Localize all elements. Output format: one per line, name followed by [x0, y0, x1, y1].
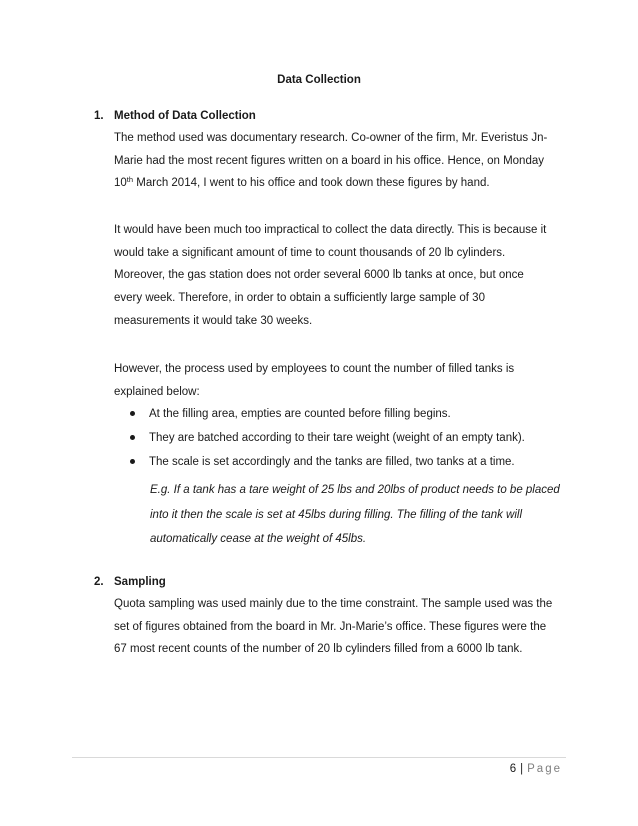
- bullet-icon: [130, 435, 135, 440]
- list-item: [114, 452, 564, 476]
- method-paragraph-3: However, the process used by employees to count the number of filled tanks is explained below:: [114, 363, 515, 398]
- bullet-text: They are batched according to their tare weight (weight of an empty tank).: [149, 432, 525, 444]
- page-title: Data Collection: [277, 74, 361, 86]
- list-item: [114, 404, 564, 428]
- method-paragraph-2: It would have been much too impractical to collect the data directly. This is because it would take a significant amount of time to count thousands of 20 lb cylinders. Moreover, the gas station does not order several 6000 lb tanks at once, but once every week. Therefore, in order to obtain a sufficiently large sample of 30 measurements it would take 30 weeks.: [114, 224, 547, 327]
- method-p1-text-b: March 2014, I went to his office and took down these figures by hand.: [133, 177, 490, 190]
- page-label: Page: [527, 763, 562, 775]
- section-1-number: 1.: [94, 110, 104, 122]
- example-note: E.g. If a tank has a tare weight of 25 lbs and 20lbs of product needs to be placed into it then the scale is set at 45lbs during filling. The filling of the tank will automatically cease at the weight of 45lbs.: [150, 484, 560, 545]
- section-1-heading: [94, 110, 256, 122]
- bullet-icon: [130, 459, 135, 464]
- list-item: [114, 428, 564, 452]
- page-footer: [510, 763, 562, 775]
- bullet-text: At the filling area, empties are counted before filling begins.: [149, 408, 451, 420]
- section-2-number: 2.: [94, 576, 104, 588]
- section-2-title: Sampling: [114, 576, 166, 588]
- bullet-icon: [130, 411, 135, 416]
- method-p1-text-a: The method used was documentary research. Co-owner of the firm, Mr. Everistus Jn-Marie had the most recent figures written on a board in his office. Hence, on Monday 10: [114, 132, 548, 190]
- bullet-text: The scale is set accordingly and the tanks are filled, two tanks at a time.: [149, 456, 515, 468]
- sampling-paragraph: Quota sampling was used mainly due to the time constraint. The sample used was the set of figures obtained from the board in Mr. Jn-Marie’s office. These figures were the 67 most recent counts of the number of 20 lb cylinders filled from a 6000 lb tank.: [114, 598, 553, 656]
- method-paragraph-1: [114, 127, 554, 195]
- ordinal-suffix: th: [126, 175, 134, 185]
- footer-separator: |: [520, 763, 524, 775]
- page-number: 6: [509, 763, 517, 775]
- section-2-heading: [94, 576, 166, 588]
- section-1-title: Method of Data Collection: [114, 110, 256, 122]
- footer-divider: [72, 757, 566, 758]
- process-bullet-list: [114, 404, 564, 476]
